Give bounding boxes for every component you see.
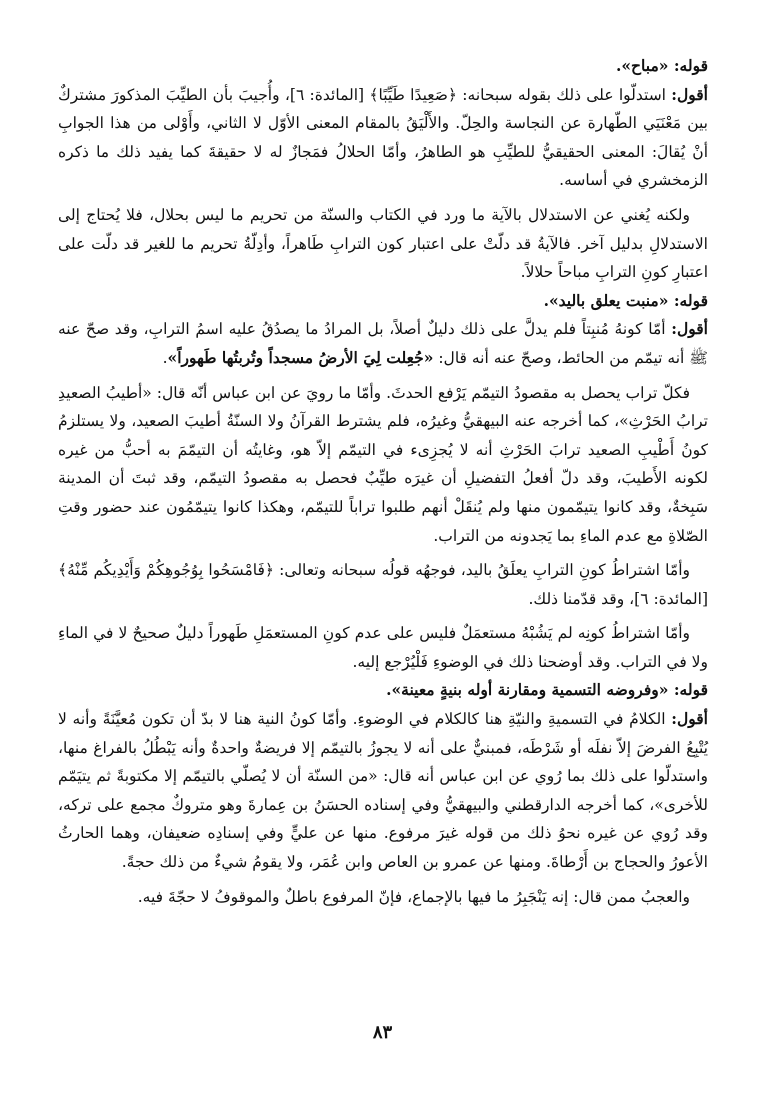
paragraph-tail: . bbox=[162, 348, 168, 367]
paragraph-yaalaq: وأمّا اشتراطُ كونِ الترابِ يعلَقُ باليد، فوجهُه قولُه سبحانه وتعالى: ﴿فَامْسَحُوا بِوُجُوهِكُمْ وَأَيْدِيكُم مِّنْهُ﴾ [المائدة: ٦]، وقد قدّمنا ذلك. bbox=[58, 561, 708, 608]
paragraph-harth: فكلّ تراب يحصل به مقصودُ التيمّم يَرْفع الحدثَ. وأمّا ما رويَ عن ابن عباس أنّه قال: «أطيبُ الصعيدِ ترابُ الحَرْثِ»، كما أخرجه عنه البيهقيُّ وغيرُه، فلم يشترط القرآنُ ولا السنّةُ أطيبَ الصعيد، ولا يستلزمُ كونُ أَطْيبِ الصعيد ترابَ الحَرْثِ أنه لا يُجزِىء في التيمّم إلاّ هو، وغايتُه أن التيمّمَ به أحبُّ من غيره لكونه الأَطيبَ، وقد دلّ أفعلُ التفضيلِ أن غيرَه طيِّبٌ فحصل به مقصودُ التيمّم، وقد ثبتَ أن المدينة سَبِخةٌ، وقد كانوا يتيمّمون منها ولم يُنقَلْ أنهم طلبوا تراباً للتيمّم، وهكذا كانوا يتيمّمُون عند حضور وقتِ الصّلاةِ مع عدم الماءِ بما يَجدونه من التراب. bbox=[58, 383, 709, 545]
paragraph-niyya bbox=[58, 705, 708, 877]
aqulu-label: أقول: bbox=[671, 84, 708, 104]
paragraph-ajab: والعجبُ ممن قال: إنه يَنْجَبِرُ ما فيها بالإجماع، فإنّ المرفوع باطلٌ والموقوفُ لا حجّةَ فيه. bbox=[137, 887, 690, 906]
aqulu-label: أقول: bbox=[671, 709, 708, 729]
paragraph-text: استدلّوا على ذلك بقوله سبحانه: ﴿صَعِيدًا طَيِّبًا﴾ [المائدة: ٦]، وأُجيبَ بأن الطيِّبَ المذكورَ مشتركٌ بين مَعْنَيَي الطّهارة عن النجاسة والحِلّ. والأَلْيَقُ بالمقام المعنى الأوّل لا الثاني، وأَوْلى من هذا الجوابِ أنْ يُقالَ: المعنى الحقيقيُّ للطيِّبِ هو الطاهرُ، وأمّا الحلالُ فمَجازٌ له لا حقيقةَ كما يفيد ذلك ما ذكره الزمخشري في أساسه. bbox=[58, 85, 708, 190]
paragraph-istidlal: ولكنه يُغني عن الاستدلال بالآية ما ورد في الكتاب والسنّة من تحريم ما ليس بحلال، فلا يُحتاج إلى الاستدلالِ بدليل آخر. فالآيةُ قد دلّتْ على اعتبار كون الترابِ طَاهراً، وأدِلّةُ تحريم ما للغير قد دلّت على اعتبارِ كونِ الترابِ مباحاً حلالاً. bbox=[58, 205, 708, 282]
aqulu-label: أقول: bbox=[671, 319, 708, 339]
paragraph-tayyib bbox=[58, 81, 708, 195]
paragraph-text: الكلامُ في التسميةِ والنيّةِ هنا كالكلام في الوضوءِ. وأمّا كونُ النية هنا لا بدّ أن تكون مُعيَّنَةً وأنه لا يُتْبِعُ الفرضَ إلاّ نفلَه أو شَرْطَه، فمبنيٌّ على أنه لا يجوزُ بالتيمّم إلا فريضةٌ واحدةٌ وأنه يَبْطُلُ بالفراغ منها، واستدلّوا على ذلك بما رُوي عن ابن عباس أنه قال: «من السنّة أن لا يُصلّي بالتيمّم إلا مكتوبةً ثم يتيَمّم للأخرى»، كما أخرجه الدارقطني والبيهقيُّ وفي إسناده الحسَنُ بن عِمارةَ وهو متروكٌ مجمع على تركه، وقد رُوي عن غيره نحوُ ذلك من قوله غيرَ مرفوع. منها عن عليٍّ وفي إسنادِه ضعيفان، وهما الحارثُ الأعورُ والحجاج بن أَرْطاةَ. ومنها عن عمرو بن العاص وابن عُمَر، ولا يقومُ شيءٌ من ذلك حجةً. bbox=[58, 710, 708, 872]
section-heading-mubah: قوله: «مباح». bbox=[615, 56, 708, 75]
document-body bbox=[58, 52, 708, 911]
paragraph-mustamal: وأمّا اشتراطُ كونِه لم يَشُبْهُ مستعمَلٌ فليس على عدم كونِ المستعمَلِ طَهوراً دليلٌ صحيحٌ لا في الماءِ ولا في التراب. وقد أوضحنا ذلك في الوضوءِ فَلْيُرْجع إليه. bbox=[58, 624, 708, 671]
page-number: ٨٣ bbox=[372, 1022, 393, 1043]
section-heading-furud: قوله: «وفروضه التسمية ومقارنة أوله بنيةٍ معينة». bbox=[386, 680, 708, 700]
section-heading-munbit: قوله: «منبت يعلق باليد». bbox=[543, 290, 708, 310]
paragraph-munbit bbox=[58, 315, 708, 372]
hadith-quote: «جُعِلت لِيَ الأرضُ مسجداً وتُربتُها طَهوراً» bbox=[167, 347, 434, 367]
paragraph-text: أمّا كونهُ مُنبِتاً فلم يدلَّ على ذلك دليلٌ أصلاً، بل المرادُ ما يصدُقُ عليه اسمُ الترابِ، وقد صحّ عنه ﷺ أنه تيمّم من الحائط، وصحّ عنه أنه قال: bbox=[58, 320, 708, 367]
